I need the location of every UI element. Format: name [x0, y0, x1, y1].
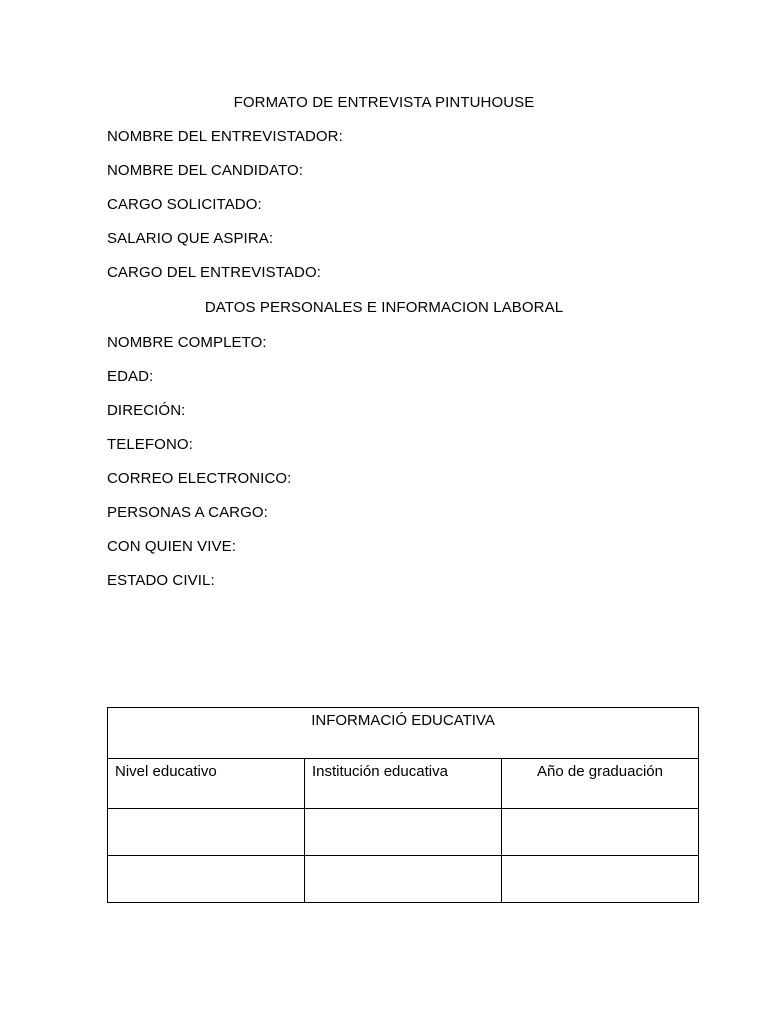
- education-table-title-row: [108, 708, 699, 759]
- table-cell: [305, 856, 502, 903]
- table-row: [108, 856, 699, 903]
- section-title-personal: DATOS PERSONALES E INFORMACION LABORAL: [204, 299, 564, 316]
- field-address: DIRECIÓN:: [107, 402, 186, 419]
- field-position-requested: CARGO SOLICITADO:: [107, 196, 262, 213]
- education-table: [107, 707, 699, 903]
- table-cell: [502, 856, 699, 903]
- header-education-level: Nivel educativo: [108, 759, 305, 809]
- field-dependents: PERSONAS A CARGO:: [107, 504, 268, 521]
- table-cell: [502, 809, 699, 856]
- field-lives-with: CON QUIEN VIVE:: [107, 538, 237, 555]
- field-interviewer-position: CARGO DEL ENTREVISTADO:: [107, 264, 321, 281]
- field-salary-expectation: SALARIO QUE ASPIRA:: [107, 230, 274, 247]
- education-table-header-row: [108, 759, 699, 809]
- table-cell: [108, 809, 305, 856]
- field-full-name: NOMBRE COMPLETO:: [107, 334, 267, 351]
- field-candidate-name: NOMBRE DEL CANDIDATO:: [107, 162, 304, 179]
- table-cell: [305, 809, 502, 856]
- field-interviewer-name: NOMBRE DEL ENTREVISTADOR:: [107, 128, 343, 145]
- field-marital-status: ESTADO CIVIL:: [107, 572, 215, 589]
- education-table-title: INFORMACIÓ EDUCATIVA: [108, 708, 699, 759]
- header-institution: Institución educativa: [305, 759, 502, 809]
- header-graduation-year: Año de graduación: [502, 759, 699, 809]
- table-cell: [108, 856, 305, 903]
- field-email: CORREO ELECTRONICO:: [107, 470, 292, 487]
- field-phone: TELEFONO:: [107, 436, 193, 453]
- table-row: [108, 809, 699, 856]
- field-age: EDAD:: [107, 368, 154, 385]
- document-title: FORMATO DE ENTREVISTA PINTUHOUSE: [233, 94, 535, 111]
